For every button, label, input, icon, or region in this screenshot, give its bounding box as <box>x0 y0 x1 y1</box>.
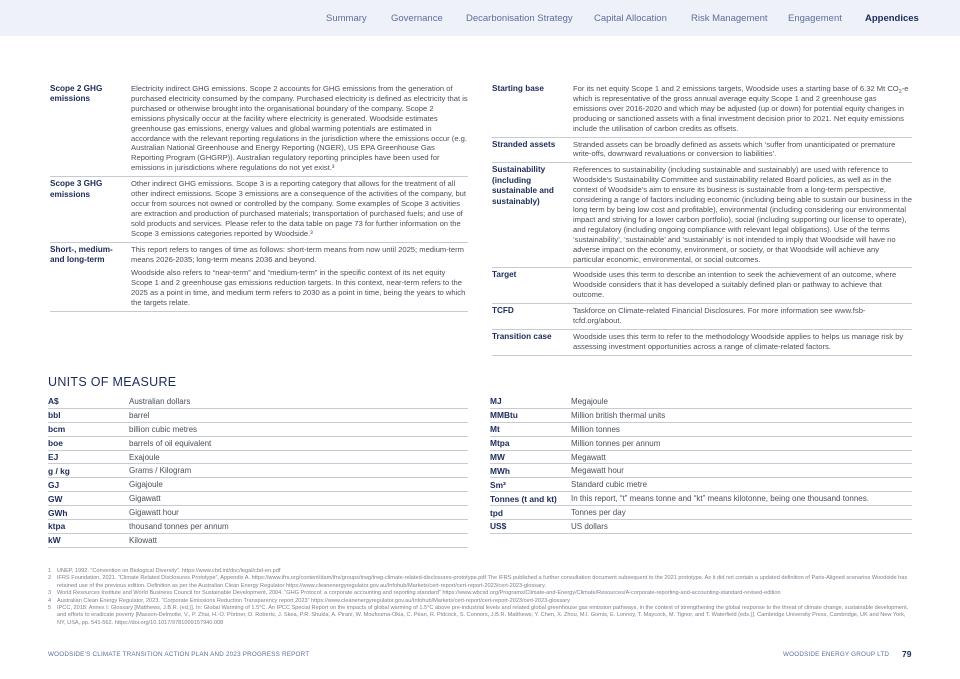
unit-name: Gigajoule <box>129 478 468 492</box>
unit-abbreviation: bbl <box>48 408 129 422</box>
nav-item-capital-allocation[interactable]: Capital Allocation <box>594 13 667 24</box>
glossary-table-right <box>492 82 912 356</box>
definition-paragraph: Stranded assets can be broadly defined as assets which ‘suffer from unanticipated or premature write-offs, downward revaluations or conversion to liabilities’. <box>573 139 896 159</box>
nav-item-appendices[interactable]: Appendices <box>865 13 919 24</box>
unit-row <box>490 464 912 478</box>
footer-report-title: WOODSIDE’S CLIMATE TRANSITION ACTION PLAN AND 2023 PROGRESS REPORT <box>48 651 310 658</box>
glossary-term: TCFD <box>492 304 573 330</box>
unit-name: Million british thermal units <box>571 408 912 422</box>
unit-abbreviation: Mtpa <box>490 436 571 450</box>
subscript-2: 2 <box>898 89 902 95</box>
definition-paragraph: References to sustainability (including sustainable and sustainably) are used with reference to Woodside’s Sustainability Committee and sustainability related Board policies, as well as in the context of Woodside’s aim to ensure its business is sustainable from a long-term perspective, considering a range of factors including economic (including being able to sustain our business in the long term by being low cost and profitable), environmental (including considering our environmental impact and striving for a lower carbon portfolio), social (including supporting our license to operate), and regulatory (including ongoing compliance with relevant legal obligations). Use of the terms ‘sustainability’, ‘sustainable’ and ‘sustainably’ is not intended to imply that Woodside will have no adverse impact on the economy, environment, or society, or that Woodside will achieve any particular economic, environmental, or social outcomes. <box>573 165 912 264</box>
footnote <box>48 590 913 597</box>
unit-abbreviation: MWh <box>490 464 571 478</box>
definition-paragraph: This report refers to ranges of time as follows: short-term means from now until 2025; medium-term means 2026-2035; long-term means 2036 and beyond. <box>131 244 464 264</box>
unit-name: billion cubic metres <box>129 422 468 436</box>
unit-abbreviation: MJ <box>490 395 571 408</box>
unit-abbreviation: US$ <box>490 520 571 534</box>
unit-row <box>48 492 468 506</box>
glossary-definition <box>131 82 468 177</box>
unit-name: barrels of oil equivalent <box>129 436 468 450</box>
definition-paragraph: Woodside uses this term to describe an intention to seek the achievement of an outcome, where Woodside considers that it has developed a suitably defined plan or pathway to achieve that outcome. <box>573 270 897 300</box>
glossary-row <box>492 137 912 163</box>
unit-row <box>48 436 468 450</box>
footnote-text: UNEP, 1992. “Convention on Biological Diversity”. https://www.cbd.int/doc/legal/cbd-en.pdf <box>57 568 281 574</box>
glossary-row <box>492 268 912 304</box>
nav-item-summary[interactable]: Summary <box>326 13 367 24</box>
unit-name: barrel <box>129 408 468 422</box>
nav-item-decarbonisation-strategy[interactable]: Decarbonisation Strategy <box>466 13 573 24</box>
unit-name: Megawatt <box>571 450 912 464</box>
unit-abbreviation: Tonnes (t and kt) <box>490 492 571 506</box>
glossary-row <box>492 82 912 137</box>
footnote-text: IFRS Foundation, 2021. “Climate Related Disclosures Prototype”, Appendix A. https://www.ifrs.org/content/dam/ifrs/groups/trwg/trwg-climate-related-disclosures-prototype.pdf The IFRS published a further consultation document subsequent to the 2021 prototype. As it did not contain a updated definition of Paris-Aligned scenarios Woodside has retained use of the previous edition. Definition as per the Australian Clean Energy Regulator https://www.cleanenergyregulator.gov.au/Infohub/Markets/cert-report/cert-report-2023/cert-2023-glossary. <box>57 575 908 589</box>
footnote-text: IPCC, 2018: Annex I: Glossary [Matthews, J.B.R. (ed.)]. In: Global Warming of 1.5°C. An IPCC Special Report on the impacts of global warming of 1.5°C above pre-industrial levels and related global greenhouse gas emission pathways, in the context of strengthening the global response to the threat of climate change, sustainable development, and efforts to eradicate poverty [Masson-Delmotte, V., P. Zhai, H.-O. Pörtner, D. Roberts, J. Skea, P.R. Shukla, A. Pirani, W. Moufouma-Okia, C. Péan, R. Pidcock, S. Connors, J.B.R. Matthews, Y. Chen, X. Zhou, M.I. Gomis, E. Lonnoy, T. Maycock, M. Tignor, and T. Waterfield (eds.)]. Cambridge University Press, Cambridge, UK and New York, NY, USA, pp. 541-562. https://doi.org/10.1017/9781009157940.008 <box>57 605 909 626</box>
glossary-term: Transition case <box>492 329 573 355</box>
glossary-row <box>492 163 912 268</box>
unit-row <box>490 436 912 450</box>
units-section-title: UNITS OF MEASURE <box>48 375 177 389</box>
unit-name: Megawatt hour <box>571 464 912 478</box>
footnote-number: 3 <box>48 590 52 597</box>
page-number: 79 <box>902 649 912 659</box>
unit-abbreviation: GJ <box>48 478 129 492</box>
unit-abbreviation: GWh <box>48 506 129 520</box>
unit-abbreviation: ktpa <box>48 520 129 534</box>
glossary-row <box>492 304 912 330</box>
unit-name: Australian dollars <box>129 395 468 408</box>
glossary-definition <box>573 163 912 268</box>
glossary-definition <box>573 82 912 137</box>
unit-row <box>48 450 468 464</box>
unit-row <box>48 422 468 436</box>
unit-name: Megajoule <box>571 395 912 408</box>
unit-name: Kilowatt <box>129 533 468 547</box>
unit-abbreviation: bcm <box>48 422 129 436</box>
definition-text-part: For its net equity Scope 1 and 2 emissions targets, Woodside uses a starting base of 6.32 Mt CO <box>573 84 899 93</box>
nav-item-risk-management[interactable]: Risk Management <box>691 13 768 24</box>
unit-name: Tonnes per day <box>571 506 912 520</box>
definition-paragraph <box>573 84 912 134</box>
glossary-row <box>50 177 468 242</box>
unit-name: US dollars <box>571 520 912 534</box>
units-table-left <box>48 395 468 548</box>
footnote <box>48 568 913 575</box>
unit-row <box>48 533 468 547</box>
unit-name: Grams / Kilogram <box>129 464 468 478</box>
footnote-number: 5 <box>48 605 52 612</box>
unit-row <box>48 464 468 478</box>
unit-row <box>48 520 468 534</box>
unit-abbreviation: MMBtu <box>490 408 571 422</box>
definition-paragraph: Other indirect GHG emissions. Scope 3 is a reporting category that allows for the treatment of all other indirect emissions. Scope 3 emissions are a consequence of the activities of the company, but occur from sources not owned or controlled by the company. Some examples of Scope 3 activities are extraction and production of purchased materials; transportation of purchased fuels; and use of sold products and services. Please refer to the data table on page 73 for further information on the Scope 3 emissions categories reported by Woodside.³ <box>131 179 467 238</box>
units-table-right <box>490 395 912 534</box>
definition-paragraph: Electricity indirect GHG emissions. Scope 2 accounts for GHG emissions from the generation of purchased electricity consumed by the company. Purchased electricity is defined as electricity that is purchased or otherwise brought into the organisational boundary of the company. Scope 2 emissions physically occur at the facility where electricity is generated. Woodside estimates greenhouse gas emissions, energy values and global warming potentials are estimated in accordance with the relevant reporting regulations in the jurisdiction where the emissions occur (e.g. Australian National Greenhouse and Energy Reporting (NGER), US EPA Greenhouse Gas Reporting Program (GHGRP)). Australian regulatory reporting principles have been used for emissions in jurisdictions where regulations do not yet exist.³ <box>131 84 468 173</box>
glossary-term: Target <box>492 268 573 304</box>
unit-row <box>490 506 912 520</box>
footnote <box>48 575 913 590</box>
glossary-term: Sustainability (including sustainable and sustainably) <box>492 163 573 268</box>
unit-abbreviation: boe <box>48 436 129 450</box>
footnote <box>48 605 913 627</box>
footnote-number: 4 <box>48 597 52 604</box>
unit-name: Standard cubic metre <box>571 478 912 492</box>
unit-abbreviation: g / kg <box>48 464 129 478</box>
unit-name: thousand tonnes per annum <box>129 520 468 534</box>
unit-abbreviation: Sm³ <box>490 478 571 492</box>
definition-paragraph: Woodside uses this term to refer to the methodology Woodside applies to helps us manage risk by assessing investment opportunities across a range of climate-related factors. <box>573 331 904 351</box>
unit-abbreviation: tpd <box>490 506 571 520</box>
unit-name: Gigawatt hour <box>129 506 468 520</box>
glossary-definition <box>131 177 468 242</box>
footnote <box>48 598 913 605</box>
unit-abbreviation: A$ <box>48 395 129 408</box>
footnote-text: World Resources Institute and World Business Council for Sustainable Development, 2004. “GHG Protocol: a corporate accounting and reporting standard” https://www.wbcsd.org/Programs/Climate-and-Energy/Climate/Resources/A-corporate-reporting-and-accounting-standard-revised-edition <box>57 590 781 597</box>
unit-name: In this report, “t” means tonne and “kt” means kilotonne, being one thousand tonnes. <box>571 492 912 506</box>
unit-row <box>48 408 468 422</box>
unit-row <box>490 450 912 464</box>
glossary-definition <box>573 329 912 355</box>
unit-name: Million tonnes <box>571 422 912 436</box>
glossary-term: Stranded assets <box>492 137 573 163</box>
unit-row <box>490 520 912 534</box>
unit-row <box>490 492 912 506</box>
unit-row <box>48 506 468 520</box>
glossary-definition <box>131 242 468 311</box>
top-nav-bar <box>0 0 960 36</box>
unit-abbreviation: kW <box>48 533 129 547</box>
definition-paragraph: Woodside also refers to “near-term” and “medium-term” in the specific context of its net equity Scope 1 and 2 greenhouse gas emissions reduction targets. In this context, near-term refers to the 2025 as a point in time, and medium term refers to 2030 as a point in time, being the years to which the targets relate. <box>131 268 466 308</box>
nav-item-engagement[interactable]: Engagement <box>788 13 842 24</box>
footnote-text: Australian Clean Energy Regulator, 2023. “Corporate Emissions Reduction Transparency report 2023” https://www.cleanenergyregulator.gov.au/Infohub/Markets/cert-report/cert-report-2023/cert-2023-glossary <box>57 597 570 604</box>
unit-name: Gigawatt <box>129 492 468 506</box>
glossary-term: Scope 2 GHG emissions <box>50 82 131 177</box>
footnote-number: 1 <box>48 568 52 574</box>
nav-item-governance[interactable]: Governance <box>391 13 443 24</box>
footer-company-name: WOODSIDE ENERGY GROUP LTD <box>783 651 890 658</box>
glossary-term: Starting base <box>492 82 573 137</box>
definition-paragraph: Taskforce on Climate-related Financial Disclosures. For more information see www.fsb-tcfd.org/about. <box>573 306 866 326</box>
unit-abbreviation: MW <box>490 450 571 464</box>
unit-row <box>48 478 468 492</box>
glossary-term: Short-, medium- and long-term <box>50 242 131 311</box>
unit-name: Exajoule <box>129 450 468 464</box>
footnotes <box>48 568 913 627</box>
glossary-row <box>50 82 468 177</box>
glossary-table-left <box>50 82 468 312</box>
unit-row <box>490 408 912 422</box>
glossary-definition <box>573 304 912 330</box>
unit-name: Million tonnes per annum <box>571 436 912 450</box>
unit-abbreviation: EJ <box>48 450 129 464</box>
unit-abbreviation: GW <box>48 492 129 506</box>
glossary-row <box>50 242 468 311</box>
unit-row <box>490 478 912 492</box>
glossary-definition <box>573 268 912 304</box>
glossary-definition <box>573 137 912 163</box>
unit-row <box>490 422 912 436</box>
unit-abbreviation: Mt <box>490 422 571 436</box>
glossary-row <box>492 329 912 355</box>
definition-text-part: -e which is representative of the gross annual average equity Scope 1 and 2 greenhouse gas emissions over 2016-2020 and which may be adjusted (up or down) for potential equity changes in producing or sanctioned assets with a final investment decision prior to 2021. Net equity emissions include the utilisation of carbon credits as offsets. <box>573 84 909 133</box>
glossary-term: Scope 3 GHG emissions <box>50 177 131 242</box>
footnote-number: 2 <box>48 575 52 582</box>
unit-row <box>490 395 912 408</box>
unit-row <box>48 395 468 408</box>
